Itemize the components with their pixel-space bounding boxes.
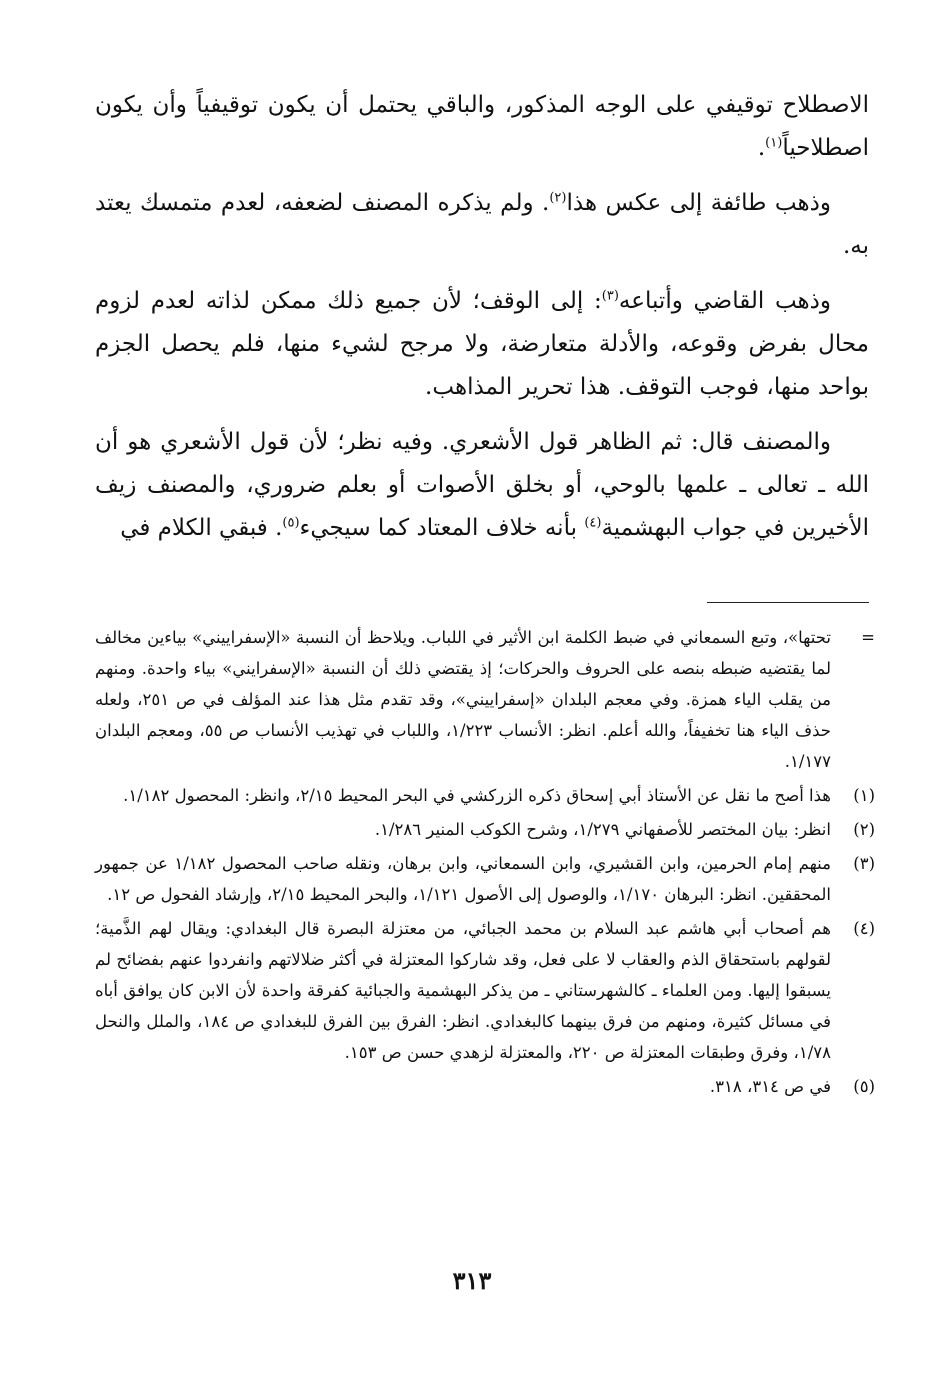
footnote-3: [95, 848, 875, 910]
footnote-1: [95, 780, 875, 811]
paragraph-3-text-b: : إلى الوقف؛ لأن جميع ذلك ممكن لذاته لعدم لزوم محال بفرض وقوعه، والأدلة متعارضة، ولا مرجح لشيء منها، فلم يحصل الجزم بواحد منها، فوجب التوقف. هذا تحرير المذاهب.: [95, 288, 869, 400]
footnote-text: انظر: بيان المختصر للأصفهاني ١/٢٧٩، وشرح الكوكب المنير ١/٢٨٦.: [374, 820, 831, 839]
paragraph-3: [95, 280, 869, 409]
footnote-5: [95, 1071, 875, 1102]
footnote-number: (٢): [853, 820, 875, 839]
footnote-marker: =: [861, 628, 875, 647]
footnote-separator: [707, 602, 869, 603]
footnote-4: [95, 913, 875, 1068]
paragraph-4: [95, 421, 869, 550]
footnote-ref-3: (٣): [601, 288, 619, 304]
footnote-ref-1: (١): [765, 135, 783, 151]
footnote-2: [95, 814, 875, 845]
footnote-text: هذا أصح ما نقل عن الأستاذ أبي إسحاق ذكره الزركشي في البحر المحيط ٢/١٥، وانظر: المحصول ١/١٨٢.: [123, 786, 831, 805]
paragraph-2-text-b: . ولم يذكره المصنف لضعفه، لعدم متمسك يعتد به.: [95, 190, 869, 259]
paragraph-4-text-a: والمصنف قال: ثم الظاهر قول الأشعري. وفيه نظر؛ لأن قول الأشعري هو أن الله ـ تعالى ـ علمها بالوحي، أو بخلق الأصوات أو بعلم ضروري، والمصنف زيف الأخيرين في جواب البهشمية: [95, 429, 869, 541]
footnotes: [95, 622, 875, 1105]
paragraph-1: [95, 84, 869, 170]
paragraph-2: [95, 182, 869, 268]
paragraph-4-text-c: . فبقي الكلام في: [120, 515, 283, 541]
footnote-number: (٥): [853, 1077, 875, 1096]
paragraph-3-text-a: وذهب القاضي وأتباعه: [618, 288, 832, 314]
paragraph-1-text: الاصطلاح توقيفي على الوجه المذكور، والباقي يحتمل أن يكون توقيفياً وأن يكون اصطلاحياً: [95, 92, 869, 161]
paragraph-1-end: .: [757, 135, 766, 161]
footnote-number: (٣): [853, 854, 875, 873]
footnote-text: منهم إمام الحرمين، وابن القشيري، وابن السمعاني، وابن برهان، ونقله صاحب المحصول ١/١٨٢ عن جمهور المحققين. انظر: البرهان ١/١٧٠، والوصول إلى الأصول ١/١٢١، والبحر المحيط ٢/١٥، وإرشاد الفحول ص ١٢.: [95, 854, 831, 904]
footnote-continued: [95, 622, 875, 777]
page-number: ٣١٣: [452, 1266, 492, 1295]
main-text: [95, 84, 869, 562]
paragraph-4-text-b: بأنه خلاف المعتاد كما سيجيء: [299, 515, 585, 541]
footnote-text: تحتها»، وتبع السمعاني في ضبط الكلمة ابن الأثير في اللباب. ويلاحظ أن النسبة «الإسفراييني» بياءين مخالف لما يقتضيه ضبطه بنصه على الحروف والحركات؛ إذ يقتضي ذلك أن النسبة «الإسفرايني» بياء واحدة. ومنهم من يقلب الياء همزة. وفي معجم البلدان «إسفراييني»، وقد تقدم مثل هذا عند المؤلف في ص ٢٥١، ولعله حذف الياء هنا تخفيفاً، والله أعلم. انظر: الأنساب ١/٢٢٣، واللباب في تهذيب الأنساب ص ٥٥، ومعجم البلدان ١/١٧٧.: [95, 628, 831, 771]
paragraph-2-text-a: وذهب طائفة إلى عكس هذا: [566, 190, 831, 216]
footnote-text: هم أصحاب أبي هاشم عبد السلام بن محمد الجبائي، من معتزلة البصرة قال البغدادي: ويقال لهم الذَّمية؛ لقولهم باستحقاق الذم والعقاب لا على فعل، وقد شاركوا المعتزلة في أكثر ضلالاتهم وانفردوا عنهم بفضائح لم يسبقوا إليها. ومن العلماء ـ كالشهرستاني ـ من يذكر البهشمية والجبائية كفرقة واحدة لأن الابن كان يوافق أباه في مسائل كثيرة، ومنهم من فرق بينهما كالبغدادي. انظر: الفرق بين الفرق للبغدادي ص ١٨٤، والملل والنحل ١/٧٨، وفرق وطبقات المعتزلة ص ٢٢٠، والمعتزلة لزهدي حسن ص ١٥٣.: [95, 919, 831, 1062]
footnote-text: في ص ٣١٤، ٣١٨.: [709, 1077, 831, 1096]
footnote-ref-5: (٥): [282, 515, 300, 531]
footnote-number: (٤): [853, 919, 875, 938]
footnote-ref-4: (٤): [584, 515, 602, 531]
footnote-ref-2: (٢): [549, 190, 567, 206]
footnote-number: (١): [853, 786, 875, 805]
